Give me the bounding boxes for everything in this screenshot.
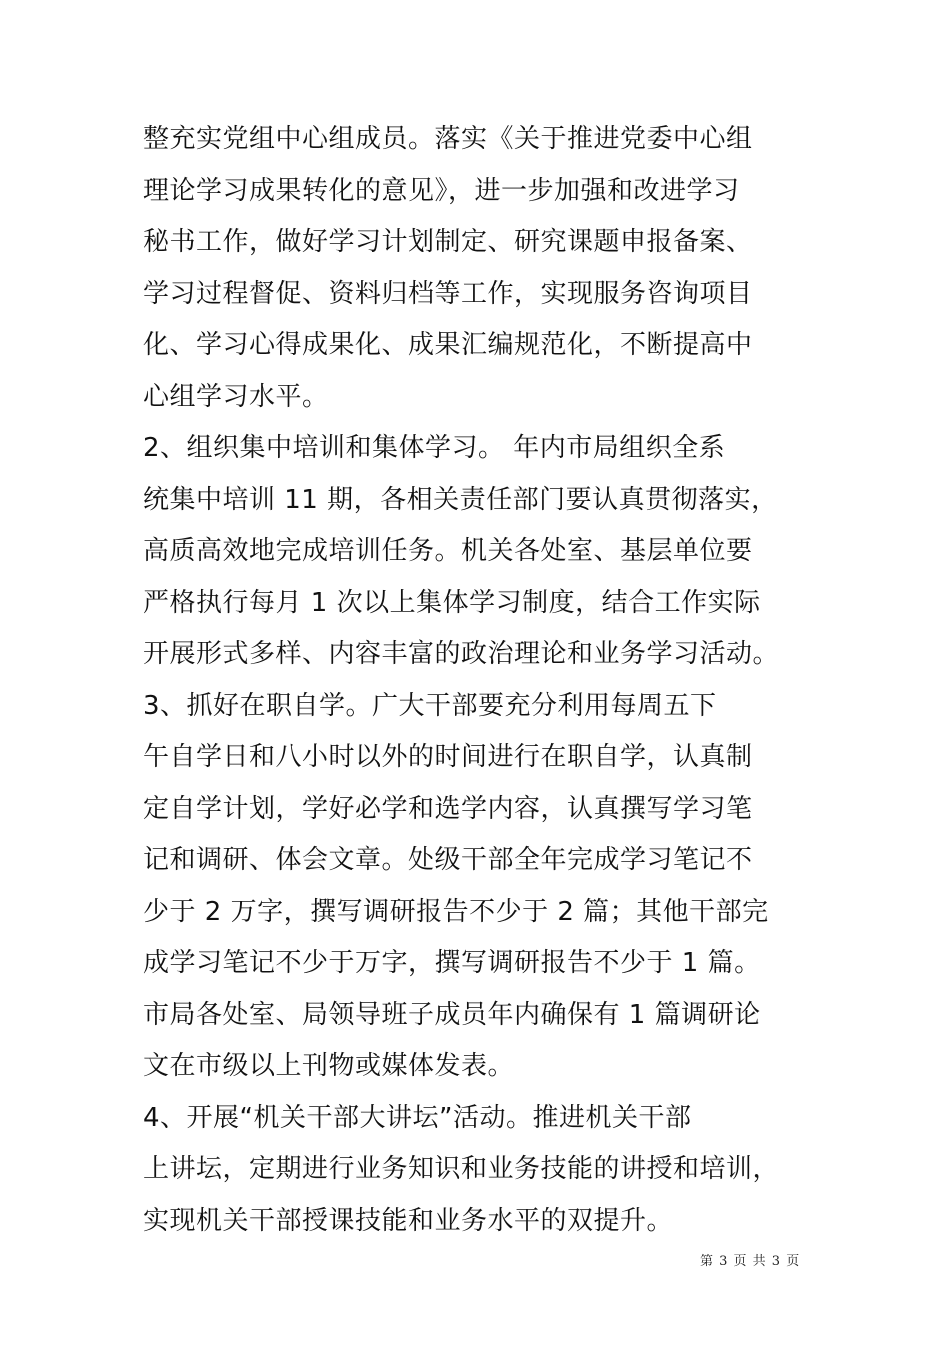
body-text bbox=[143, 114, 813, 1247]
text-line: 定自学计划，学好必学和选学内容，认真撰写学习笔 bbox=[143, 793, 753, 824]
text-line: 秘书工作，做好学习计划制定、研究课题申报备案、 bbox=[143, 227, 753, 257]
text-line: 化、学习心得成果化、成果汇编规范化，不断提高中 bbox=[143, 330, 753, 360]
text-line: 市局各处室、局领导班子成员年内确保有 1 篇调研论 bbox=[143, 999, 761, 1030]
text-line: 3、抓好在职自学。广大干部要充分利用每周五下 bbox=[143, 690, 717, 721]
text-line: 统集中培训 11 期，各相关责任部门要认真贯彻落实， bbox=[143, 484, 778, 515]
text-line: 文在市级以上刊物或媒体发表。 bbox=[143, 1051, 515, 1081]
text-line: 午自学日和八小时以外的时间进行在职自学，认真制 bbox=[143, 742, 753, 772]
text-line: 理论学习成果转化的意见》，进一步加强和改进学习 bbox=[143, 175, 740, 206]
text-line: 学习过程督促、资料归档等工作，实现服务咨询项目 bbox=[143, 278, 753, 309]
text-line: 成学习笔记不少于万字，撰写调研报告不少于 1 篇。 bbox=[143, 948, 761, 978]
text-line: 记和调研、体会文章。处级干部全年完成学习笔记不 bbox=[143, 845, 753, 875]
text-line: 严格执行每月 1 次以上集体学习制度，结合工作实际 bbox=[143, 587, 761, 618]
text-line: 心组学习水平。 bbox=[143, 381, 329, 412]
text-line: 实现机关干部授课技能和业务水平的双提升。 bbox=[143, 1205, 674, 1236]
text-line: 2、组织集中培训和集体学习。 年内市局组织全系 bbox=[143, 433, 726, 463]
text-line: 整充实党组中心组成员。落实《关于推进党委中心组 bbox=[143, 124, 753, 154]
text-line: 4、开展“机关干部大讲坛”活动。推进机关干部 bbox=[143, 1102, 692, 1133]
text-line: 上讲坛，定期进行业务知识和业务技能的讲授和培训， bbox=[143, 1154, 780, 1184]
text-line: 高质高效地完成培训任务。机关各处室、基层单位要 bbox=[143, 536, 753, 566]
text-line: 开展形式多样、内容丰富的政治理论和业务学习活动。 bbox=[143, 639, 780, 669]
text-line: 少于 2 万字，撰写调研报告不少于 2 篇；其他干部完 bbox=[143, 896, 769, 927]
page-number-footer: 第 3 页 共 3 页 bbox=[700, 1254, 801, 1269]
